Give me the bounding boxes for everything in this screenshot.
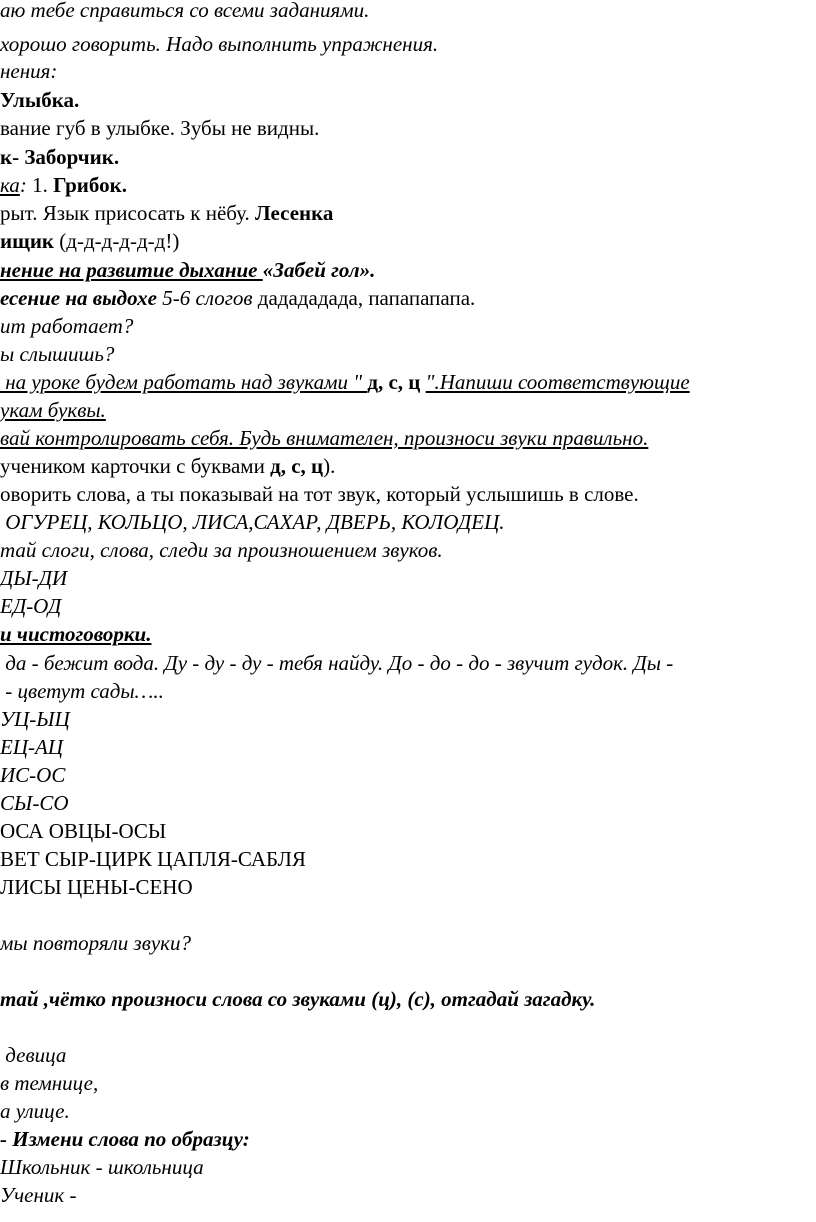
text-segment: оворить слова, а ты показывай на тот звук, который услышишь в слове. xyxy=(0,482,639,506)
text-segment: мы повторяли звуки? xyxy=(0,931,191,955)
text-segment: учеником карточки с буквами xyxy=(0,454,271,478)
text-line xyxy=(0,143,119,171)
text-segment: ЕЦ-АЦ xyxy=(0,735,63,759)
text-segment: Улыбка. xyxy=(0,88,80,112)
text-segment: ищик xyxy=(0,229,55,253)
text-line xyxy=(0,0,369,24)
text-segment: есение на выдохе xyxy=(0,286,157,310)
text-line xyxy=(0,30,438,58)
text-segment: ВЕТ СЫР-ЦИРК ЦАПЛЯ-САБЛЯ xyxy=(0,847,306,871)
text-segment: ОСА ОВЦЫ-ОСЫ xyxy=(0,819,167,843)
text-segment: ИС-ОС xyxy=(0,763,66,787)
text-segment: 5-6 слогов xyxy=(157,286,253,310)
text-line xyxy=(0,592,61,620)
text-line xyxy=(0,761,65,789)
text-segment: укам буквы. xyxy=(0,398,106,422)
text-segment: д, с, ц xyxy=(367,370,426,394)
text-segment: 1. xyxy=(32,173,54,197)
text-line xyxy=(0,677,164,705)
text-segment: УЦ-ЫЦ xyxy=(0,707,70,731)
text-segment: а улице. xyxy=(0,1099,70,1123)
text-line xyxy=(0,536,443,564)
text-segment: дадададада, папапапапа. xyxy=(252,286,476,310)
text-segment: ".Напиши соответствующие xyxy=(425,370,690,394)
text-segment: д, с, ц xyxy=(270,454,324,478)
text-line xyxy=(0,424,648,452)
text-segment: вание губ в улыбке. Зубы не видны. xyxy=(0,116,320,140)
text-segment: в темнице, xyxy=(0,1071,99,1095)
text-line xyxy=(0,199,333,227)
text-line xyxy=(0,929,191,957)
text-segment: Лесенка xyxy=(255,201,334,225)
text-segment: Грибок. xyxy=(53,173,127,197)
text-line xyxy=(0,873,193,901)
text-line xyxy=(0,340,114,368)
text-segment: ЛИСЫ ЦЕНЫ-СЕНО xyxy=(0,875,193,899)
text-segment: : xyxy=(19,173,33,197)
text-segment: ЕД-ОД xyxy=(0,594,62,618)
text-line xyxy=(0,1125,250,1153)
text-segment: ДЫ-ДИ xyxy=(0,566,68,590)
text-segment: ОГУРЕЦ, КОЛЬЦО, ЛИСА,САХАР, ДВЕРЬ, КОЛОДЕЦ. xyxy=(0,510,505,534)
text-line xyxy=(0,86,79,114)
text-segment: тай ,чётко произноси слова со звуками (ц), (с), отгадай загадку. xyxy=(0,987,596,1011)
text-line xyxy=(0,256,375,284)
text-segment: к- Заборчик. xyxy=(0,145,120,169)
text-line xyxy=(0,227,179,255)
text-line xyxy=(0,705,70,733)
text-line xyxy=(0,57,57,85)
text-segment: Ученик - xyxy=(0,1183,77,1207)
text-line xyxy=(0,845,306,873)
text-segment: - цветут сады….. xyxy=(0,679,164,703)
text-line xyxy=(0,817,166,845)
text-segment: ка xyxy=(0,173,20,197)
text-segment: девица xyxy=(0,1043,67,1067)
text-segment: аю тебе справиться со всеми заданиями. xyxy=(0,0,370,22)
text-line xyxy=(0,1097,70,1125)
text-segment: и чистоговорки. xyxy=(0,622,152,646)
text-segment: (д-д-д-д-д-д!) xyxy=(54,229,180,253)
text-segment: на уроке будем работать над звуками " xyxy=(0,370,368,394)
text-segment: да - бежит вода. Ду - ду - ду - тебя найду. До - до - до - звучит гудок. Ды - xyxy=(0,651,674,675)
text-segment: «Забей гол». xyxy=(262,258,376,282)
text-line xyxy=(0,480,639,508)
text-segment: - Измени слова по образцу: xyxy=(0,1127,250,1151)
text-line xyxy=(0,396,106,424)
text-segment: тай слоги, слова, следи за произношением звуков. xyxy=(0,538,443,562)
text-line xyxy=(0,171,127,199)
text-line xyxy=(0,1153,204,1181)
text-segment: вай контролировать себя. Будь внимателен, произноси звуки правильно. xyxy=(0,426,649,450)
text-line xyxy=(0,114,319,142)
text-line xyxy=(0,733,63,761)
text-segment: ы слышишь? xyxy=(0,342,115,366)
text-line xyxy=(0,1181,76,1209)
text-segment: хорошо говорить. Надо выполнить упражнения. xyxy=(0,32,439,56)
text-line xyxy=(0,564,67,592)
text-line xyxy=(0,284,475,312)
text-line xyxy=(0,312,133,340)
text-line xyxy=(0,1069,98,1097)
text-line xyxy=(0,1041,66,1069)
text-line xyxy=(0,789,69,817)
text-segment: Школьник - школьница xyxy=(0,1155,204,1179)
text-line xyxy=(0,368,690,396)
text-segment: СЫ-СО xyxy=(0,791,69,815)
text-segment: ит работает? xyxy=(0,314,134,338)
text-segment: рыт. Язык присосать к нёбу. xyxy=(0,201,256,225)
text-line xyxy=(0,649,673,677)
text-segment: ). xyxy=(323,454,336,478)
text-segment: нение на развитие дыхание xyxy=(0,258,263,282)
text-line xyxy=(0,452,335,480)
text-segment: нения: xyxy=(0,59,58,83)
text-line xyxy=(0,508,505,536)
text-line xyxy=(0,620,151,648)
text-line xyxy=(0,985,595,1013)
